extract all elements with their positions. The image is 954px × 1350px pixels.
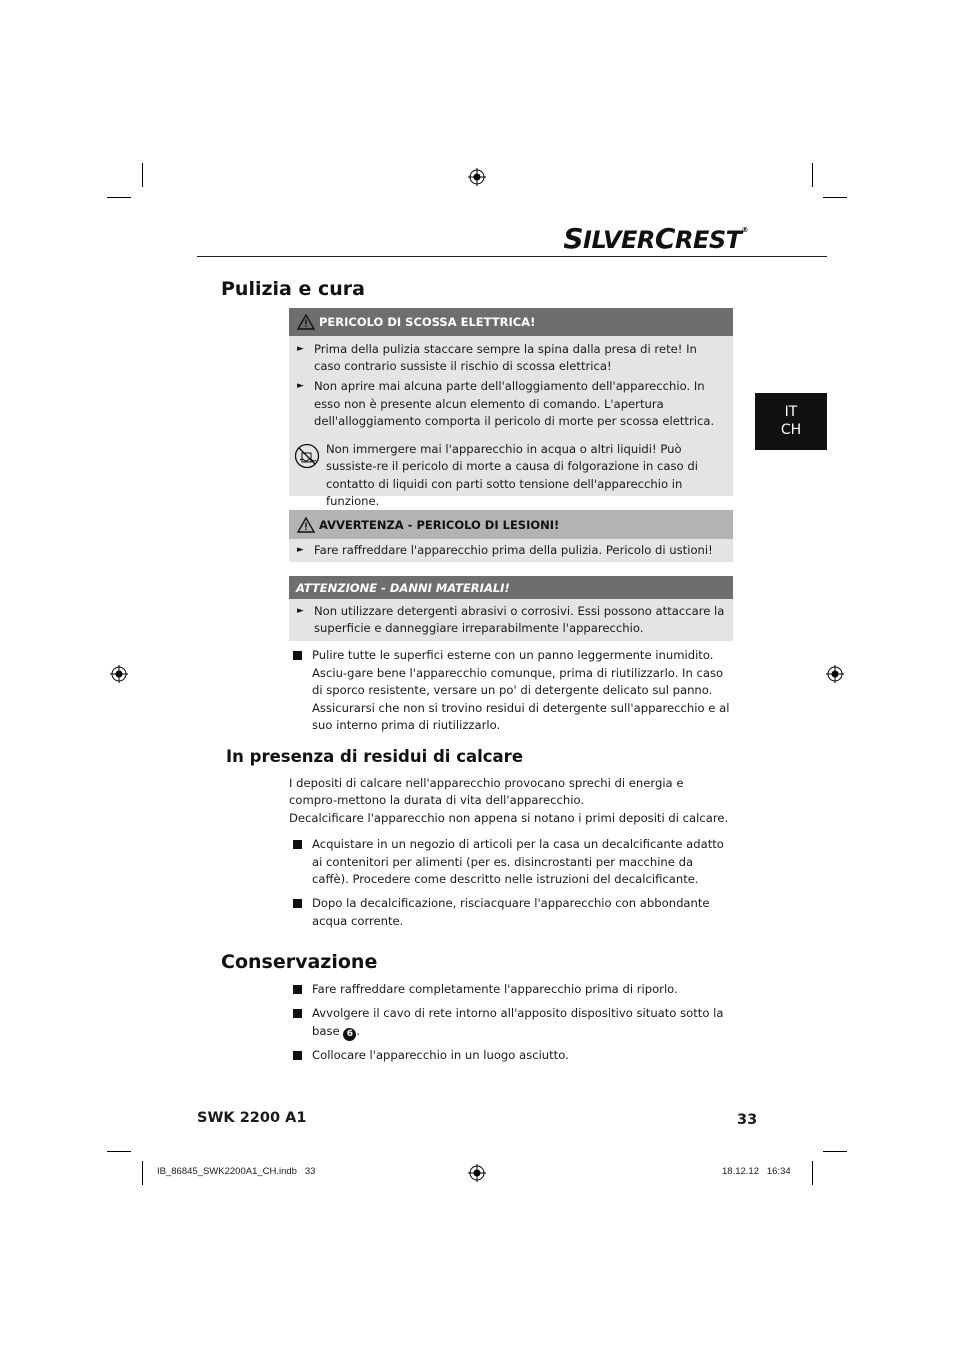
- registration-mark-icon: [468, 168, 486, 186]
- material-caution-box: [289, 576, 733, 641]
- crop-mark: [142, 1161, 143, 1185]
- immersion-note: Non immergere mai l'apparecchio in acqua o altri liquidi! Può sussiste-re il pericolo di morte a causa di folgorazione in caso di contatto di liquidi con parti sotto tensione dell'apparecchio in funzione.: [294, 441, 724, 511]
- square-bullet-icon: [293, 840, 302, 849]
- crop-mark: [107, 1151, 131, 1152]
- list-item: ► Fare raffreddare l'apparecchio prima della pulizia. Pericolo di ustioni!: [289, 542, 733, 559]
- list-item: Acquistare in un negozio di articoli per la casa un decalcificante adatto ai contenitori per alimenti (per es. disincrostanti per macchine da caffè). Procedere come descritto nelle istruzioni del decalcificante.: [293, 836, 733, 889]
- injury-warning-header: AVVERTENZA - PERICOLO DI LESIONI!: [289, 510, 733, 539]
- list-item: Fare raffreddare completamente l'apparecchio prima di riporlo.: [293, 981, 733, 999]
- arrow-bullet-icon: ►: [297, 545, 304, 555]
- registration-mark-icon: [468, 1164, 486, 1182]
- crop-mark: [107, 197, 131, 198]
- section-title-limescale: In presenza di residui di calcare: [226, 747, 524, 766]
- file-slug: IB_86845_SWK2200A1_CH.indb 33: [157, 1166, 316, 1177]
- arrow-bullet-icon: ►: [297, 381, 304, 392]
- electric-warning-header: PERICOLO DI SCOSSA ELETTRICA!: [289, 308, 733, 336]
- square-bullet-icon: [293, 651, 302, 660]
- list-item: Pulire tutte le superfici esterne con un panno leggermente inumidito. Asciu-gare bene l'apparecchio comunque, prima di riutilizzarlo. In caso di sporco resistente, versare un po' di detergente delicato sul panno. Assicurarsi che non si trovino residui di detergente sull'apparecchio e al suo interno prima di riutilizzarlo.: [293, 647, 733, 735]
- crop-mark: [823, 1151, 847, 1152]
- list-item: Dopo la decalcificazione, risciacquare l'apparecchio con abbondante acqua corrente.: [293, 895, 733, 930]
- material-caution-header: ATTENZIONE - DANNI MATERIALI!: [289, 576, 733, 599]
- header-rule: [197, 256, 827, 257]
- square-bullet-icon: [293, 1009, 302, 1018]
- square-bullet-icon: [293, 1051, 302, 1060]
- section-title-storage: Conservazione: [221, 951, 378, 973]
- arrow-bullet-icon: ►: [297, 606, 304, 616]
- page-number: 33: [737, 1112, 758, 1128]
- crop-mark: [823, 197, 847, 198]
- list-item: ► Non utilizzare detergenti abrasivi o corrosivi. Essi possono attaccare la superficie e danneggiare irreparabilmente l'apparecchio.: [297, 604, 725, 636]
- language-tab: IT CH: [755, 393, 827, 450]
- warning-triangle-icon: [297, 314, 315, 330]
- no-immersion-icon: [294, 443, 320, 469]
- crop-mark: [812, 163, 813, 187]
- list-item: ► Prima della pulizia staccare sempre la spina dalla presa di rete! In caso contrario sussiste il rischio di scossa elettrica!: [297, 342, 697, 374]
- part-reference-badge: 6: [343, 1028, 356, 1041]
- square-bullet-icon: [293, 899, 302, 908]
- crop-mark: [812, 1161, 813, 1185]
- footer-model: SWK 2200 A1: [197, 1110, 307, 1126]
- injury-warning-box: [289, 510, 733, 562]
- date-slug: 18.12.12 16:34: [722, 1166, 791, 1177]
- list-item: ► Non aprire mai alcuna parte dell'alloggiamento dell'apparecchio. In esso non è presente alcun elemento di comando. L'apertura dell'alloggiamento comporta il pericolo di morte per scossa elettrica.: [297, 379, 715, 428]
- electric-warning-box: [289, 308, 733, 509]
- brand-logo: SILVERCREST®: [563, 222, 748, 255]
- limescale-intro: I depositi di calcare nell'apparecchio provocano sprechi di energia e compro-mettono la durata di vita dell'apparecchio. Decalcificare l'apparecchio non appena si notano i primi depositi di calcare.: [289, 776, 729, 825]
- crop-mark: [142, 163, 143, 187]
- square-bullet-icon: [293, 985, 302, 994]
- registration-mark-icon: [826, 665, 844, 683]
- arrow-bullet-icon: ►: [297, 344, 304, 354]
- section-title-cleaning: Pulizia e cura: [221, 278, 365, 300]
- warning-triangle-icon: [297, 517, 315, 533]
- list-item: Avvolgere il cavo di rete intorno all'apposito dispositivo situato sotto la base 6 .: [293, 1005, 733, 1041]
- registration-mark-icon: [110, 665, 128, 683]
- list-item: Collocare l'apparecchio in un luogo asciutto.: [293, 1047, 733, 1065]
